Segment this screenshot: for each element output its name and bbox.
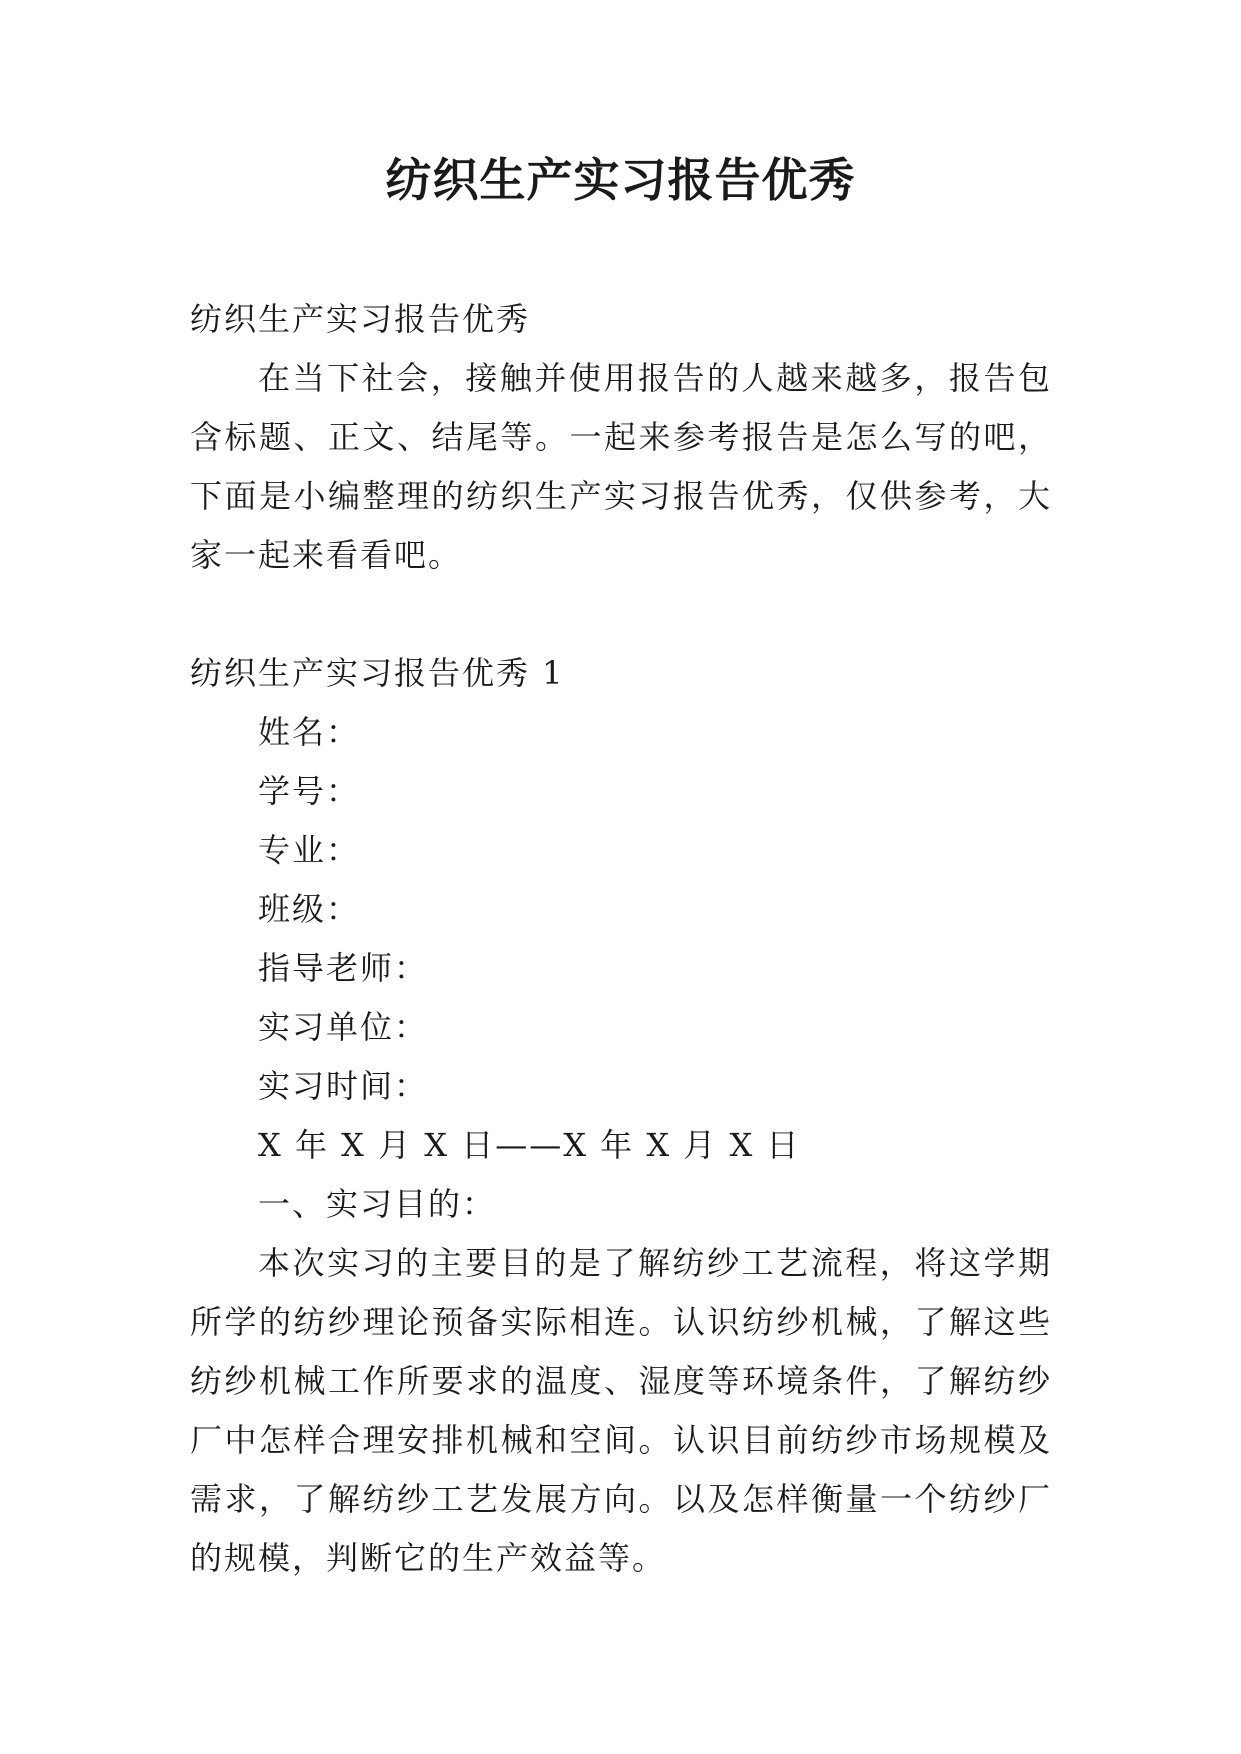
document-body xyxy=(190,290,1052,1588)
field-student-id: 学号： xyxy=(258,772,361,810)
document-title: 纺织生产实习报告优秀 xyxy=(385,153,856,207)
field-major: 专业： xyxy=(258,831,361,869)
intro-paragraph: 在当下社会，接触并使用报告的人越来越多，报告包含标题、正文、结尾等。一起来参考报告是怎么写的吧，下面是小编整理的纺织生产实习报告优秀，仅供参考，大家一起来看看吧。 xyxy=(190,359,1052,574)
field-advisor: 指导老师： xyxy=(258,949,429,987)
field-name: 姓名： xyxy=(258,713,361,751)
date-range: X 年 X 月 X 日——X 年 X 月 X 日 xyxy=(258,1126,801,1164)
document-subtitle: 纺织生产实习报告优秀 xyxy=(190,300,531,338)
field-unit: 实习单位： xyxy=(258,1008,429,1046)
section-heading: 纺织生产实习报告优秀 1 xyxy=(190,654,565,692)
field-time: 实习时间： xyxy=(258,1067,429,1105)
purpose-paragraph: 本次实习的主要目的是了解纺纱工艺流程，将这学期所学的纺纱理论预备实际相连。认识纺纱机械，了解这些纺纱机械工作所要求的温度、湿度等环境条件，了解纺纱厂中怎样合理安排机械和空间。认识目前纺纱市场规模及需求，了解纺纱工艺发展方向。以及怎样衡量一个纺纱厂的规模，判断它的生产效益等。 xyxy=(190,1244,1052,1577)
purpose-heading: 一、实习目的： xyxy=(258,1185,497,1223)
field-class: 班级： xyxy=(258,890,361,928)
